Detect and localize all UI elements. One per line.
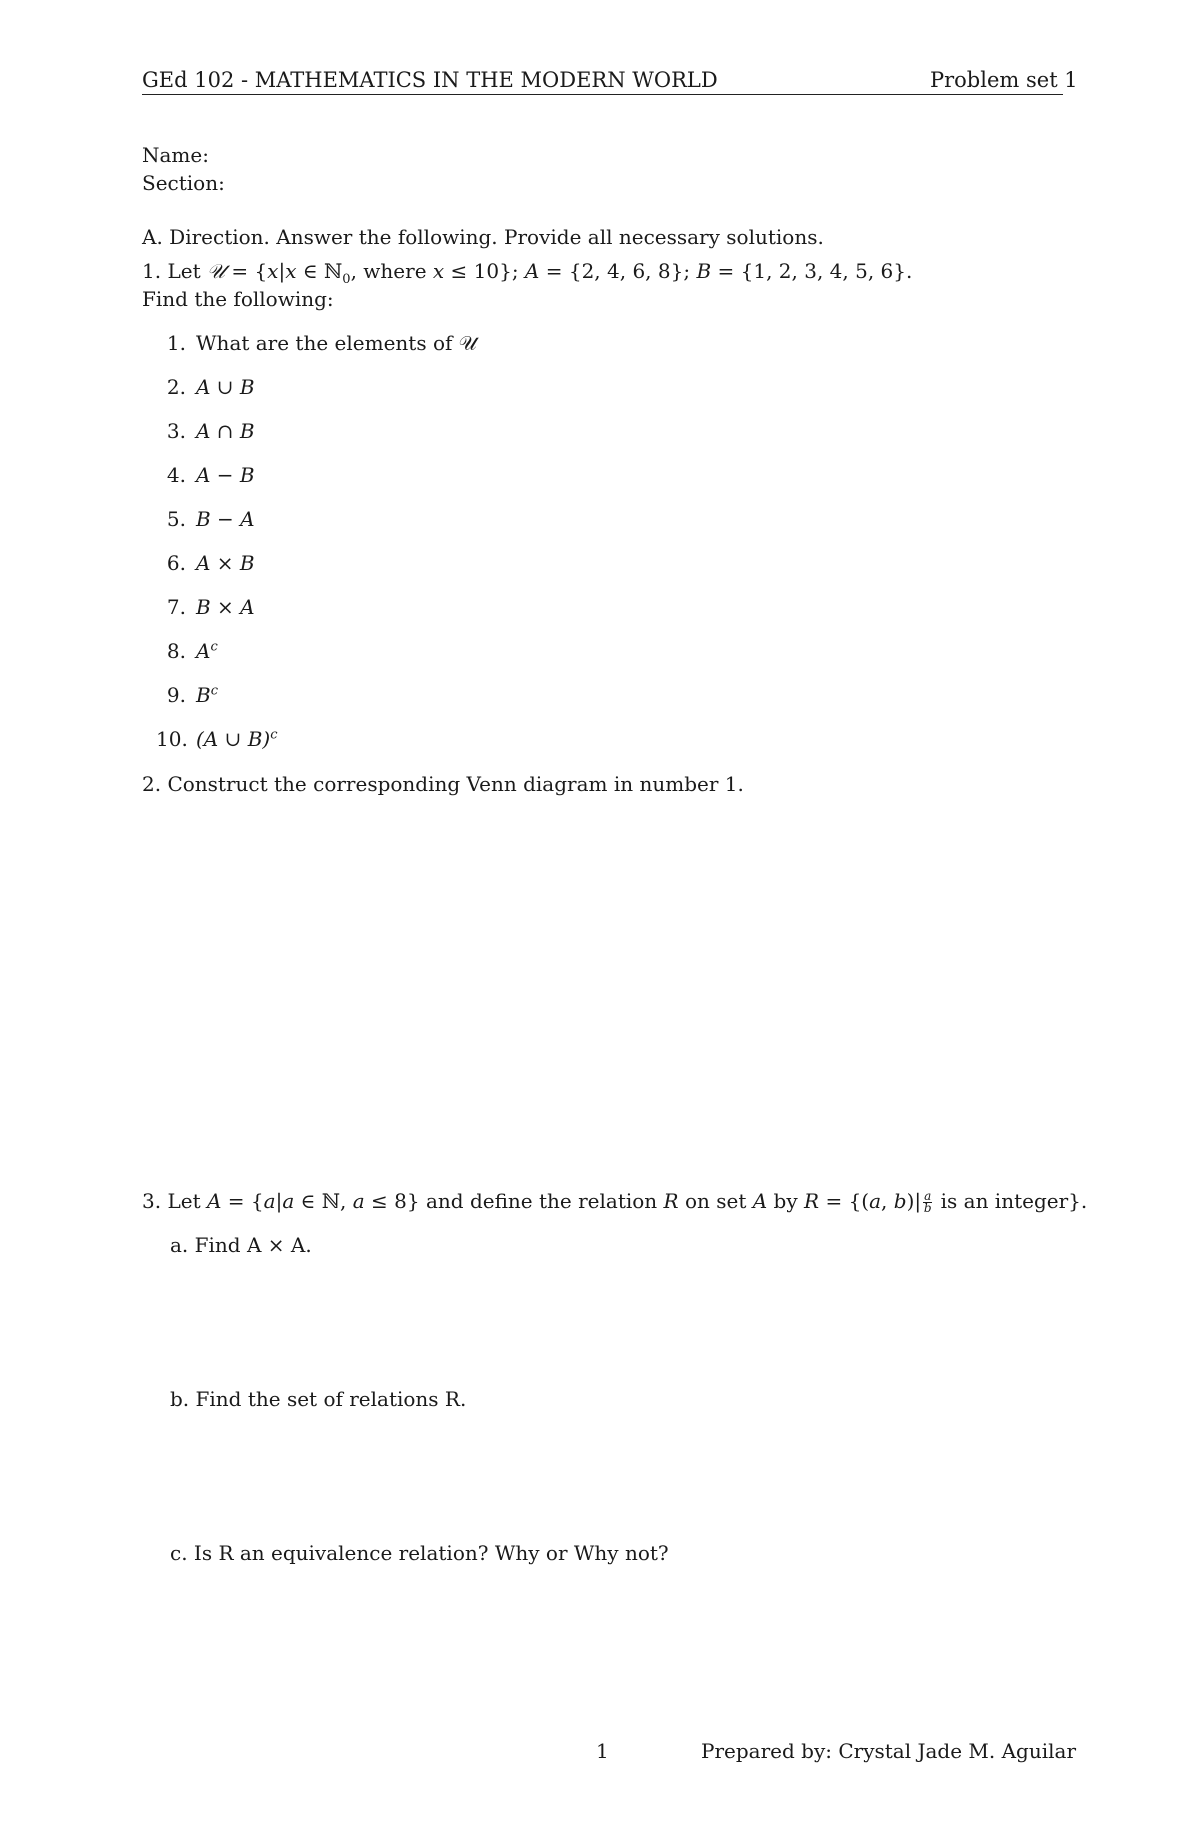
section-label: Section: — [142, 171, 225, 195]
question-2-text: 2. Construct the corresponding Venn diagram in number 1. — [142, 772, 744, 796]
list-item: 9. $B^c$ — [166, 683, 218, 707]
list-item: 6. A × B — [166, 551, 255, 575]
question-3-number: 3. — [142, 1189, 162, 1213]
list-item: 1. What are the elements of 𝒰 — [166, 331, 477, 355]
question-3c: c. Is R an equivalence relation? Why or Why not? — [170, 1541, 669, 1565]
page-number: 1 — [596, 1739, 609, 1763]
list-item: 5. B − A — [166, 507, 255, 531]
list-item: 10. (A ∪ B)$^c$ — [156, 727, 278, 751]
question-3b: b. Find the set of relations R. — [170, 1387, 467, 1411]
list-item: 7. B × A — [166, 595, 255, 619]
prepared-by: Prepared by: Crystal Jade M. Aguilar — [701, 1739, 1077, 1763]
question-1-number: 1. — [142, 259, 162, 283]
list-item: 8. $A^c$ — [166, 639, 218, 663]
list-item: 4. A − B — [166, 463, 255, 487]
question-1-find: Find the following: — [142, 287, 334, 311]
course-title: GEd 102 - MATHEMATICS IN THE MODERN WORLD — [142, 68, 718, 92]
name-label: Name: — [142, 143, 209, 167]
direction-text: A. Direction. Answer the following. Provide all necessary solutions. — [142, 225, 824, 249]
list-item: 3. A ∩ B — [166, 419, 255, 443]
question-1-statement: 1. Let 𝒰 = {x|x ∈ ℕ$_0$, where x ≤ 10}; A = {2, 4, 6, 8}; B = {1, 2, 3, 4, 5, 6}. — [142, 259, 913, 287]
question-3a: a. Find A × A. — [170, 1233, 312, 1257]
problem-set-label: Problem set 1 — [930, 68, 1078, 92]
header-rule — [142, 94, 1063, 95]
list-item: 2. A ∪ B — [166, 375, 255, 399]
question-3-statement: 3. Let A = {a|a ∈ ℕ, a ≤ 8} and define the relation R on set A by R = {(a, b)| $\frac{a}{b}$ is an integer}. — [142, 1189, 1088, 1215]
